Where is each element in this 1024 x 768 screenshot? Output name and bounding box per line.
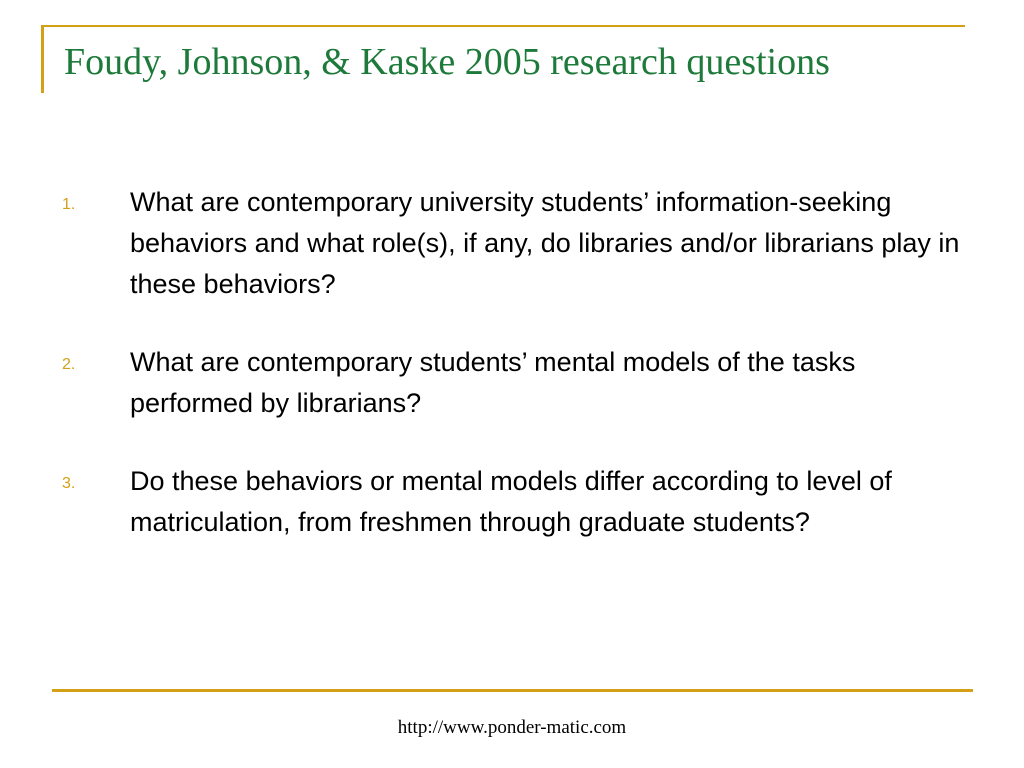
list-item-number: 2. [62, 356, 76, 373]
footer-url: http://www.ponder-matic.com [397, 717, 627, 738]
list-item-number: 3. [62, 475, 76, 492]
footer-divider [52, 689, 973, 692]
list-item-number: 1. [62, 196, 76, 213]
list-item-text: Do these behaviors or mental models differ according to level of matriculation, from freshmen through graduate students? [130, 466, 892, 537]
list-item-text: What are contemporary students’ mental models of the tasks performed by librarians? [130, 347, 856, 418]
slide-title: Foudy, Johnson, & Kaske 2005 research questions [64, 41, 830, 83]
title-frame-vertical-line [41, 25, 44, 93]
list-item-question-1 [62, 182, 972, 305]
title-frame-top-line [41, 25, 965, 27]
list-item-question-2 [62, 342, 972, 424]
research-questions-list [62, 182, 972, 543]
list-item-question-3 [62, 461, 972, 543]
list-item-text: What are contemporary university students’ information-seeking behaviors and what role(s), if any, do libraries and/or librarians play in these behaviors? [130, 187, 960, 299]
